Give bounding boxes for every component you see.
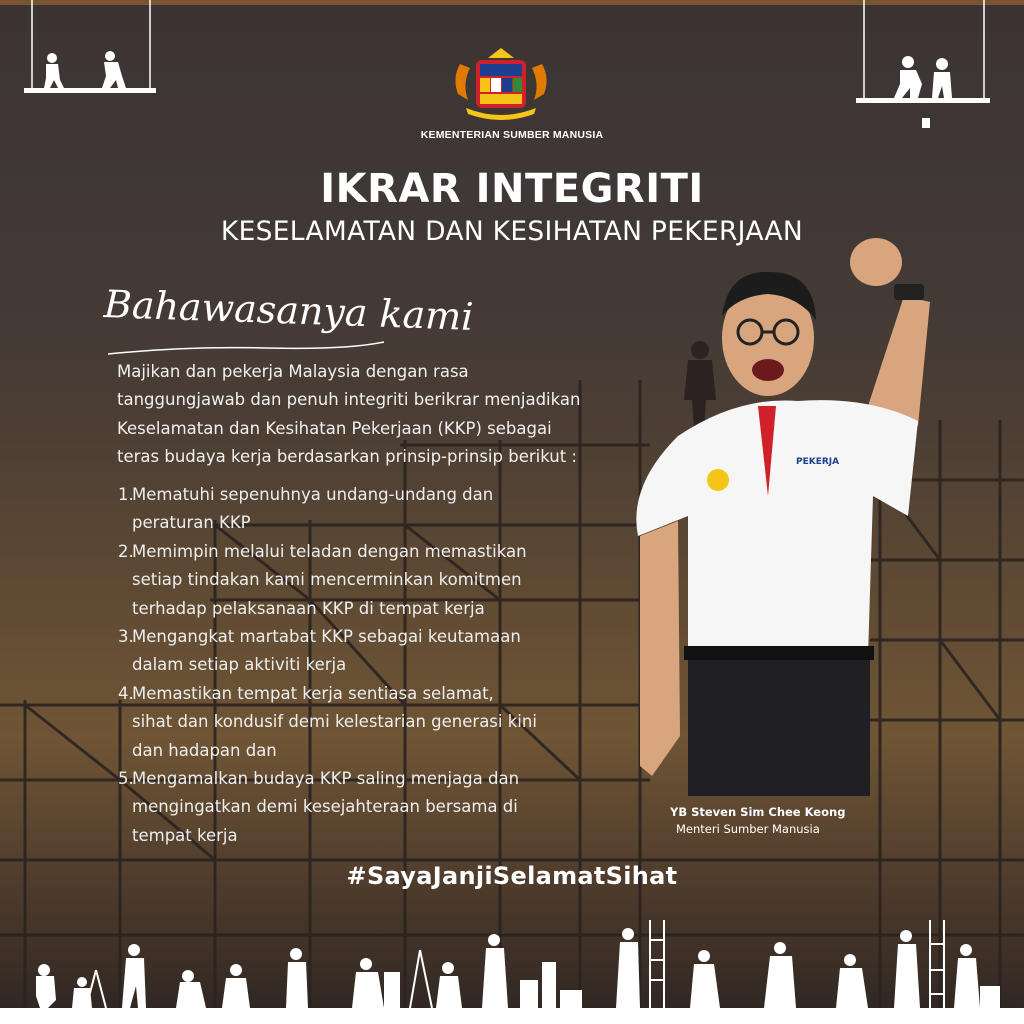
ministry-name: KEMENTERIAN SUMBER MANUSIA	[420, 129, 604, 141]
minister-photo	[618, 236, 958, 796]
page-title: IKRAR INTEGRITI	[320, 166, 704, 212]
malaysia-coat-of-arms-icon	[446, 44, 556, 122]
intro-line: Keselamatan dan Kesihatan Pekerjaan (KKP) sebagai	[117, 418, 552, 438]
page-subtitle: KESELAMATAN DAN KESIHATAN PEKERJAAN	[220, 216, 804, 247]
principle-number: 2.	[118, 541, 134, 561]
principles-list	[118, 481, 598, 850]
svg-text:PEKERJA: PEKERJA	[796, 457, 840, 467]
principle-line: Mematuhi sepenuhnya undang-undang dan	[132, 485, 494, 504]
principle-line: setiap tindakan kami mencerminkan komitmen	[132, 570, 522, 590]
principle-line: Mengangkat martabat KKP sebagai keutamaan	[132, 627, 521, 647]
principle-line: peraturan KKP	[132, 513, 251, 533]
principle-item	[118, 765, 598, 850]
intro-line: tanggungjawab dan penuh integriti berikrar menjadikan	[117, 390, 581, 410]
hanging-workers-right-icon	[856, 0, 996, 140]
principle-item	[118, 680, 598, 765]
principle-line: dalam setiap aktiviti kerja	[132, 655, 347, 675]
principle-line: dan hadapan dan	[132, 740, 277, 760]
principle-number: 4.	[118, 683, 134, 703]
intro-heading: Bahawasanya kami	[103, 282, 475, 339]
hanging-workers-left-icon	[22, 0, 162, 120]
hashtag: #SayaJanjiSelamatSihat	[346, 862, 678, 890]
intro-line: teras budaya kerja berdasarkan prinsip-prinsip berikut :	[117, 447, 577, 467]
principle-line: Mengamalkan budaya KKP saling menjaga dan	[132, 769, 520, 789]
minister-role: Menteri Sumber Manusia	[676, 822, 820, 836]
principle-number: 1.	[118, 485, 134, 504]
principle-line: mengingatkan demi kesejahteraan bersama di	[132, 797, 518, 817]
principle-line: tempat kerja	[132, 825, 238, 845]
principle-item	[118, 481, 598, 538]
principle-line: terhadap pelaksanaan KKP di tempat kerja	[132, 598, 485, 618]
principle-line: Memastikan tempat kerja sentiasa selamat,	[132, 683, 494, 703]
minister-name: YB Steven Sim Chee Keong	[670, 805, 846, 819]
principle-number: 5.	[118, 769, 134, 789]
principle-item	[118, 623, 598, 680]
principle-number: 3.	[118, 627, 134, 647]
principle-line: Memimpin melalui teladan dengan memastikan	[132, 541, 527, 561]
intro-paragraph	[117, 358, 637, 472]
principle-line: sihat dan kondusif demi kelestarian generasi kini	[132, 712, 537, 732]
workers-skyline-silhouette	[0, 910, 1024, 1024]
intro-line: Majikan dan pekerja Malaysia dengan rasa	[117, 362, 469, 381]
principle-item	[118, 538, 598, 623]
